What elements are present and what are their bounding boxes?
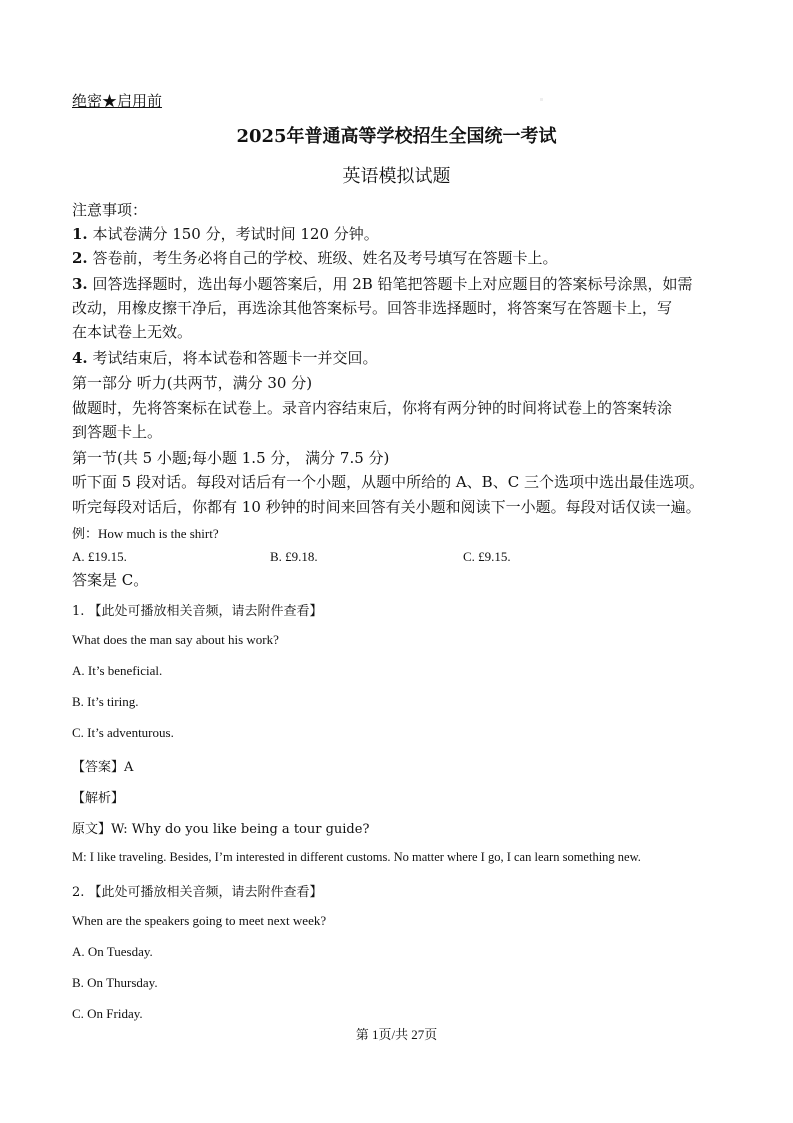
- q1-transcript-line-1: 原文】W: Why do you like being a tour guide?: [72, 822, 370, 837]
- part1-intro-line-1: 做题时，先将答案标在试卷上。录音内容结束后，你将有两分钟的时间将试卷上的答案转涂: [72, 399, 673, 417]
- q1-question: What does the man say about his work?: [72, 632, 279, 647]
- note-4: [72, 346, 377, 370]
- example-question: 例：How much is the shirt?: [72, 526, 219, 541]
- note-4-number: 4.: [72, 349, 88, 367]
- scan-speck: [540, 98, 543, 101]
- notes-heading: 注意事项：: [72, 201, 148, 219]
- exam-subtitle: 英语模拟试题: [342, 166, 451, 187]
- note-1-text: 本试卷满分 150 分，考试时间 120 分钟。: [87, 225, 379, 243]
- q1-audio-label: 1. 【此处可播放相关音频，请去附件查看】: [72, 604, 323, 619]
- example-option-a: A. £19.15.: [72, 549, 127, 564]
- example-option-b: B. £9.18.: [270, 549, 318, 564]
- note-4-text: 考试结束后，将本试卷和答题卡一并交回。: [87, 349, 378, 367]
- exam-title: 2025年普通高等学校招生全国统一考试: [236, 126, 557, 147]
- q1-option-b: B. It’s tiring.: [72, 694, 139, 709]
- confidential-label: 绝密★启用前: [72, 92, 163, 110]
- note-3-line-1: [72, 272, 693, 296]
- q2-option-b: B. On Thursday.: [72, 975, 158, 990]
- q2-option-a: A. On Tuesday.: [72, 944, 153, 959]
- q1-option-a: A. It’s beneficial.: [72, 663, 163, 678]
- note-3-number: 3.: [72, 275, 88, 293]
- note-2: [72, 246, 557, 270]
- note-3-line-3: 在本试卷上无效。: [72, 323, 193, 341]
- q1-analysis-heading: 【解析】: [72, 791, 125, 806]
- note-2-text: 答卷前，考生务必将自己的学校、班级、姓名及考号填写在答题卡上。: [87, 249, 558, 267]
- part1-intro-line-2: 到答题卡上。: [72, 423, 163, 441]
- note-3-line-2: 改动，用橡皮擦干净后，再选涂其他答案标号。回答非选择题时，将答案写在答题卡上，写: [72, 299, 673, 317]
- section1-line-1: 听下面 5 段对话。每段对话后有一个小题，从题中所给的 A、B、C 三个选项中选出最佳选项。: [72, 473, 704, 491]
- q1-transcript-line-2: M: I like traveling. Besides, I’m interested in different customs. No matter where I go, I can learn something new.: [72, 850, 641, 864]
- note-1: [72, 222, 379, 246]
- note-1-number: 1.: [72, 225, 88, 243]
- q2-question: When are the speakers going to meet next week?: [72, 913, 327, 928]
- page-number: 第 1页/共 27页: [355, 1027, 438, 1042]
- q2-audio-label: 2. 【此处可播放相关音频，请去附件查看】: [72, 885, 323, 900]
- example-answer: 答案是 C。: [72, 571, 149, 589]
- q2-option-c: C. On Friday.: [72, 1006, 143, 1021]
- part1-heading: 第一部分 听力(共两节，满分 30 分): [72, 374, 313, 392]
- note-3-text-1: 回答选择题时，选出每小题答案后，用 2B 铅笔把答题卡上对应题目的答案标号涂黑，如需: [87, 275, 693, 293]
- example-option-c: C. £9.15.: [463, 549, 511, 564]
- q1-answer: 【答案】A: [72, 760, 134, 775]
- section1-heading: 第一节(共 5 小题;每小题 1.5 分， 满分 7.5 分): [72, 449, 390, 467]
- note-2-number: 2.: [72, 249, 88, 267]
- q1-option-c: C. It’s adventurous.: [72, 725, 174, 740]
- section1-line-2: 听完每段对话后，你都有 10 秒钟的时间来回答有关小题和阅读下一小题。每段对话仅读一遍。: [72, 498, 701, 516]
